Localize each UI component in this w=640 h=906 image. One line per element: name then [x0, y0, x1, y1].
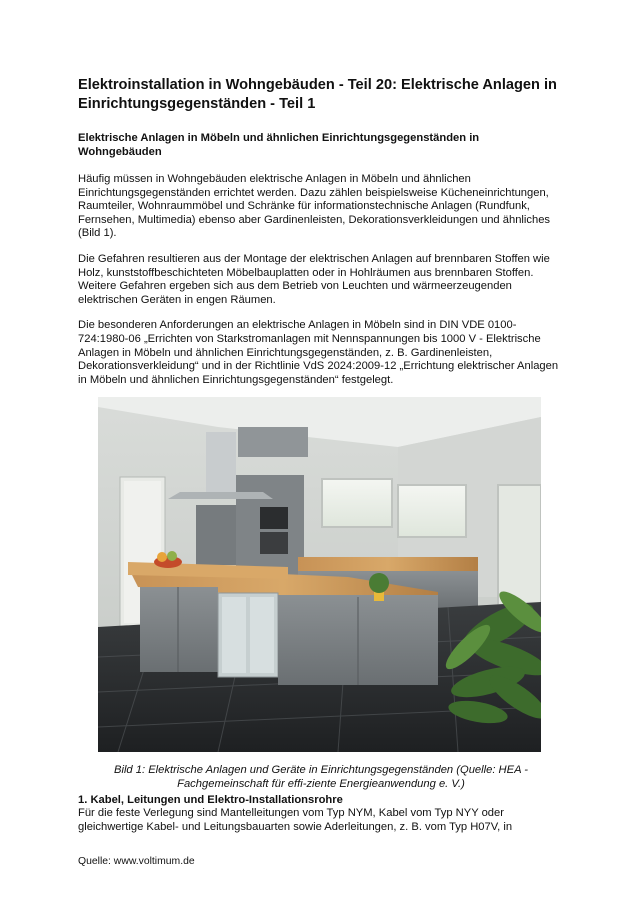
footer-source: Quelle: www.voltimum.de: [78, 856, 195, 867]
document-title: Elektroinstallation in Wohngebäuden - Teil 20: Elektrische Anlagen in Einrichtungsgegenständen - Teil 1: [78, 77, 557, 112]
paragraph-3: Die besonderen Anforderungen an elektrische Anlagen in Möbeln sind in DIN VDE 0100-724:1980-06 „Errichten von Starkstromanlagen mit Nennspannungen bis 1000 V - Elektrische Anlagen in Möbeln und ähnlichen Einrichtungsgegenständen, z. B. Gardinenleisten, Dekorationsverkleidung“ und in der Richtlinie VdS 2024:2009-12 „Errichtung elektrischer Anlagen in Möbeln und ähnlichen Einrichtungsgegenständen“ festgelegt.: [78, 319, 559, 386]
document-subtitle: Elektrische Anlagen in Möbeln und ähnlichen Einrichtungsgegenständen in Wohngebäuden: [78, 132, 480, 158]
document-page: [78, 76, 564, 833]
paragraph-2: Die Gefahren resultieren aus der Montage der elektrischen Anlagen auf brennbaren Stoffen wie Holz, kunststoffbeschichteten Möbelbauplatten oder in Hohlräumen aus brennbaren Stoffen. Weitere Gefahren ergeben sich aus dem Betrieb von Leuchten und wärmeerzeugenden elektrischen Geräten in engen Räumen.: [78, 252, 550, 306]
section-text: Für die feste Verlegung sind Mantelleitungen vom Typ NYM, Kabel vom Typ NYY oder gleichwertige Kabel- und Leitungsbauarten sowie Aderleitungen, z. B. vom Typ H07V, in: [78, 807, 513, 833]
section-heading: 1. Kabel, Leitungen und Elektro-Installationsrohre: [78, 794, 343, 806]
figure-caption: Bild 1: Elektrische Anlagen und Geräte in Einrichtungsgegenständen (Quelle: HEA - Fachgemeinschaft für effi-ziente Energieanwendung e. V.): [114, 764, 528, 790]
kitchen-photo: [98, 397, 541, 752]
paragraph-1: Häufig müssen in Wohngebäuden elektrische Anlagen in Möbeln und ähnlichen Einrichtungsgegenständen errichtet werden. Dazu zählen beispielsweise Kücheneinrichtungen, Raumteiler, Wohnraummöbel und Schränke für informationstechnische Anlagen (Rundfunk, Fernsehen, Multimedia) ebenso aber Gardinenleisten, Dekorationsverkleidungen und ähnliches (Bild 1).: [78, 173, 551, 240]
